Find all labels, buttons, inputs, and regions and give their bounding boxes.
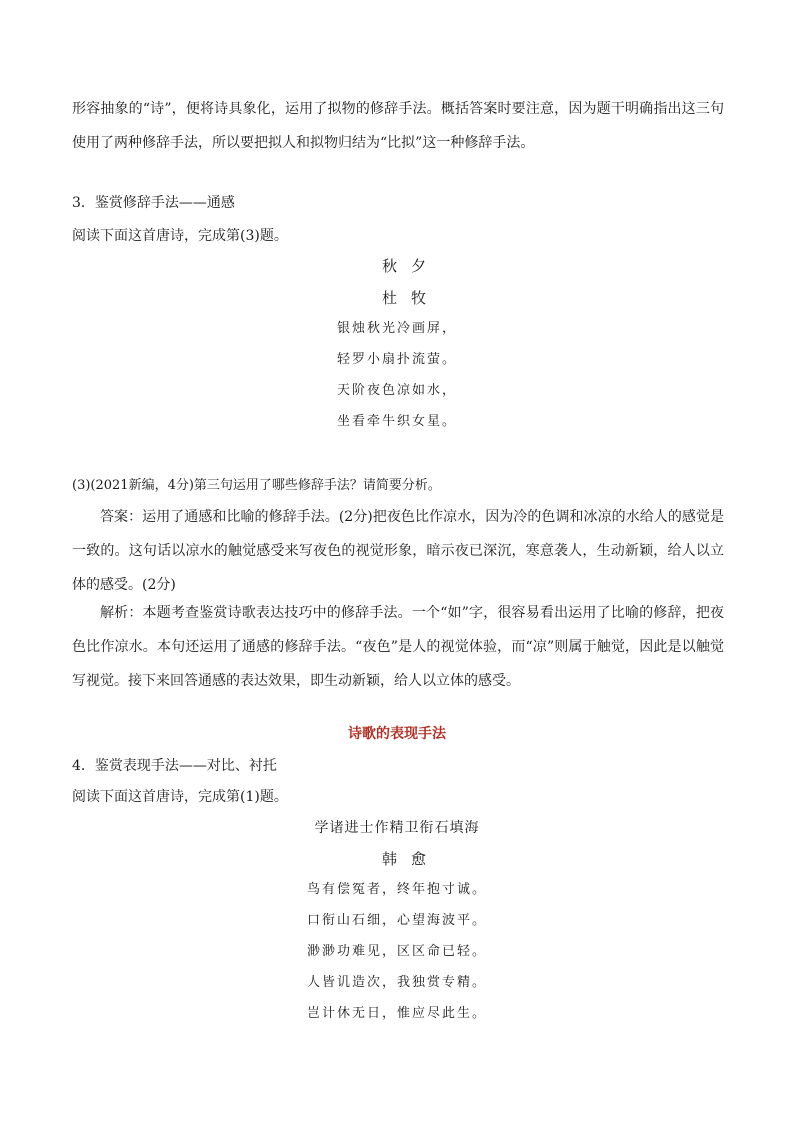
- q4-poem-author: 韩愈: [381, 850, 440, 868]
- q4-poem-line-3: 渺渺功难见，区区命已轻。: [306, 944, 487, 959]
- q3-answer: 答案：运用了通感和比喻的修辞手法。(2分)把夜色比作凉水，因为冷的色调和冰凉的水给人的感觉是一致的。这句话以凉水的触觉感受来写夜色的视觉形象，暗示夜已深沉，寒意袭人，生动新颖，给人以立体的感受。(2分): [72, 509, 724, 593]
- q3-poem-line-3: 天阶夜色凉如水，: [336, 383, 457, 398]
- q3-question: (3)(2021新编，4分)第三句运用了哪些修辞手法？请简要分析。: [72, 478, 441, 493]
- q3-poem-author: 杜牧: [381, 289, 440, 307]
- q3-instruction: 阅读下面这首唐诗，完成第(3)题。: [72, 228, 288, 244]
- q3-poem-title: 秋夕: [381, 257, 440, 275]
- q4-instruction: 阅读下面这首唐诗，完成第(1)题。: [72, 789, 288, 805]
- q4-heading: 4．鉴赏表现手法——对比、衬托: [72, 758, 277, 774]
- q3-poem-line-1: 银烛秋光冷画屏，: [336, 321, 457, 336]
- q4-poem-line-1: 鸟有偿冤者，终年抱寸诚。: [306, 882, 487, 897]
- q4-poem-line-5: 岂计休无日，惟应尽此生。: [306, 1006, 487, 1021]
- q4-poem-line-2: 口衔山石细，心望海波平。: [306, 913, 487, 928]
- q3-heading: 3．鉴赏修辞手法——通感: [72, 195, 235, 211]
- intro-paragraph: 形容抽象的“诗”，便将诗具象化，运用了拟物的修辞手法。概括答案时要注意，因为题干明确指出这三句使用了两种修辞手法，所以要把拟人和拟物归结为“比拟”这一种修辞手法。: [72, 101, 724, 151]
- q3-analysis: 解析：本题考查鉴赏诗歌表达技巧中的修辞手法。一个“如”字，很容易看出运用了比喻的修辞，把夜色比作凉水。本句还运用了通感的修辞手法。“夜色”是人的视觉体验，而“凉”则属于触觉，因此是以触觉写视觉。接下来回答通感的表达效果，即生动新颖，给人以立体的感受。: [72, 605, 724, 689]
- q3-poem-line-4: 坐看牵牛织女星。: [336, 414, 457, 429]
- q3-poem-line-2: 轻罗小扇扑流萤。: [336, 352, 457, 367]
- q4-poem-line-4: 人皆讥造次，我独赏专精。: [306, 975, 487, 990]
- section-title: 诗歌的表现手法: [348, 726, 446, 742]
- q4-poem-title: 学诸进士作精卫衔石填海: [314, 820, 480, 836]
